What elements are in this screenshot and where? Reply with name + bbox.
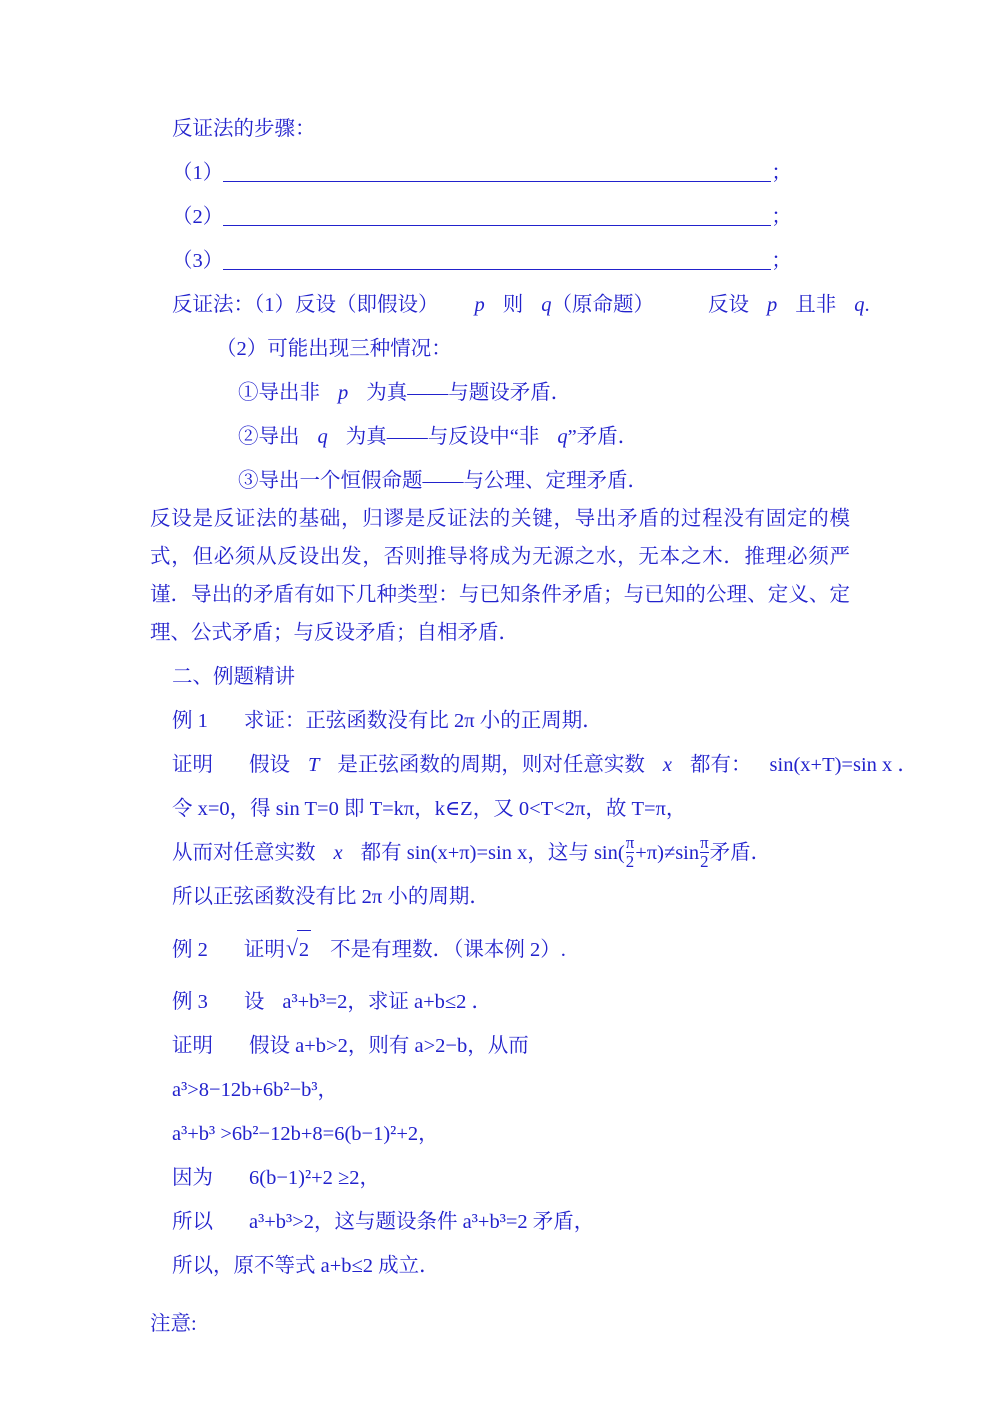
- blank-item-1-label: （1）: [172, 162, 224, 184]
- method-case-1-prefix: ①导出非: [238, 382, 320, 404]
- example-1-proof-line-3: [172, 834, 850, 872]
- method-case-2-mid: 为真——与反设中“非: [345, 426, 540, 448]
- example-1-proof-mid: 是正弦函数的周期，则对任意实数: [337, 754, 645, 776]
- example-1-proof-line-3-prefix: 从而对任意实数: [172, 842, 316, 864]
- method-line-1-prefix: 反证法：（1）反设（即假设）: [172, 294, 439, 316]
- example-3-prompt-prefix: 设: [243, 991, 265, 1013]
- example-1-proof-colon: 都有：: [690, 754, 752, 776]
- example-3-proof-line-4-text: 6(b−1)²+2 ≥2，: [249, 1167, 381, 1189]
- method-case-2: [238, 418, 850, 456]
- note-label: 注意:: [150, 1313, 197, 1335]
- fraction-numerator-b: π: [700, 833, 709, 853]
- square-root-symbol: [286, 930, 311, 969]
- var-p: p: [474, 294, 485, 316]
- example-3-proof-line-4-prefix: 因为: [172, 1167, 213, 1189]
- method-case-2-prefix: ②导出: [238, 426, 300, 448]
- example-2-prefix: 证明: [243, 939, 285, 961]
- var-T: T: [308, 754, 320, 776]
- method-case-3: ③导出一个恒假命题——与公理、定理矛盾．: [238, 470, 648, 492]
- example-1-proof-equation: sin(x+T)=sin x ．: [769, 754, 918, 776]
- example-3-proof-label: 证明: [172, 1035, 213, 1057]
- method-line-1-orig: （原命题）: [551, 294, 654, 316]
- example-3-proof-line-1-text: 假设 a+b>2，则有 a>2−b，从而: [249, 1035, 529, 1057]
- blank-item-2-rule[interactable]: [223, 205, 771, 226]
- blank-item-3: [172, 242, 850, 280]
- example-3-proof-line-4: [172, 1159, 850, 1197]
- example-3-proof-line-6: 所以，原不等式 a+b≤2 成立．: [172, 1255, 440, 1277]
- blank-item-1-rule[interactable]: [223, 161, 771, 182]
- example-1-proof-assume: 假设: [249, 754, 290, 776]
- example-3-proof-line-5-prefix: 所以: [172, 1211, 213, 1233]
- var-p-3: p: [338, 382, 349, 404]
- example-2-label: 例 2: [172, 939, 208, 961]
- fraction-pi-over-2-b: [700, 834, 708, 870]
- fraction-denominator-a: 2: [625, 852, 635, 872]
- var-x: x: [662, 754, 673, 776]
- example-1-proof-label: 证明: [172, 754, 213, 776]
- var-q-3: q: [317, 426, 328, 448]
- example-2-suffix: 不是有理数．（课本例 2）.: [330, 939, 566, 961]
- method-case-2-suffix: ”矛盾．: [567, 426, 639, 448]
- example-3-prompt-equation: a³+b³=2，求证 a+b≤2 ．: [282, 991, 493, 1013]
- example-2-line: [172, 930, 850, 969]
- blank-item-2-trailing: ；: [771, 206, 792, 228]
- blank-item-1-trailing: ；: [771, 162, 792, 184]
- square-root-radicand: 2: [297, 930, 311, 969]
- example-1-proof-line-3-suffix: 矛盾．: [709, 842, 772, 864]
- example-3-proof-line-5-text: a³+b³>2，这与题设条件 a³+b³=2 矛盾，: [249, 1211, 595, 1233]
- blank-item-2: [172, 198, 850, 236]
- method-line-1: [172, 286, 870, 324]
- var-p-2: p: [767, 294, 778, 316]
- method-line-1-then: 则: [502, 294, 524, 316]
- blank-item-1: [172, 154, 850, 192]
- blank-item-3-label: （3）: [172, 250, 224, 272]
- example-3-proof-line-3: a³+b³ >6b²−12b+8=6(b−1)²+2，: [172, 1123, 439, 1145]
- var-q: q: [541, 294, 552, 316]
- fraction-pi-over-2-a: [626, 834, 634, 870]
- method-case-1-suffix: 为真——与题设矛盾．: [366, 382, 572, 404]
- method-line-1-dot: .: [864, 294, 870, 316]
- section-2-title: 二、例题精讲: [172, 666, 295, 688]
- blank-item-3-trailing: ；: [771, 250, 792, 272]
- example-3-prompt: [172, 983, 850, 1021]
- example-1-proof-line-3-mid: 都有 sin(x+π)=sin x，这与 sin(: [360, 842, 625, 864]
- explanation-paragraph: 反设是反证法的基础，归谬是反证法的关键，导出矛盾的过程没有固定的模式，但必须从反设出发，否则推导将成为无源之水，无本之木．推理必须严谨．导出的矛盾有如下几种类型：与已知条件矛盾；与已知的公理、定义、定理、公式矛盾；与反设矛盾；自相矛盾．: [150, 508, 850, 644]
- var-q-4: q: [557, 426, 568, 448]
- blank-item-3-rule[interactable]: [223, 249, 771, 270]
- blank-item-2-label: （2）: [172, 206, 224, 228]
- example-1-label: 例 1: [172, 710, 208, 732]
- example-1-conclusion: 所以正弦函数没有比 2π 小的周期．: [172, 886, 490, 908]
- example-3-proof-line-1: [172, 1027, 850, 1065]
- example-1-proof-line-1: [172, 746, 918, 784]
- example-3-label: 例 3: [172, 991, 208, 1013]
- method-line-1-and-not: 且非: [795, 294, 837, 316]
- heading-steps: 反证法的步骤：: [172, 118, 316, 140]
- example-3-proof-line-2: a³>8−12b+6b²−b³，: [172, 1079, 339, 1101]
- example-1-prompt-text: 求证：正弦函数没有比 2π 小的正周期．: [243, 710, 603, 732]
- example-3-proof-line-5: [172, 1203, 850, 1241]
- example-1-prompt: [172, 702, 850, 740]
- fraction-numerator-a: π: [625, 833, 635, 853]
- example-1-proof-line-2: 令 x=0，得 sin T=0 即 T=kπ，k∈Z，又 0<T<2π，故 T=π，: [172, 798, 687, 820]
- var-q-2: q: [854, 294, 865, 316]
- method-line-2: （2）可能出现三种情况：: [216, 338, 452, 360]
- fraction-denominator-b: 2: [700, 852, 709, 872]
- method-line-1-assume: 反设: [708, 294, 749, 316]
- example-1-proof-line-3-cmp: +π)≠sin: [635, 842, 700, 864]
- var-x-2: x: [333, 842, 343, 864]
- method-case-1: [238, 374, 850, 412]
